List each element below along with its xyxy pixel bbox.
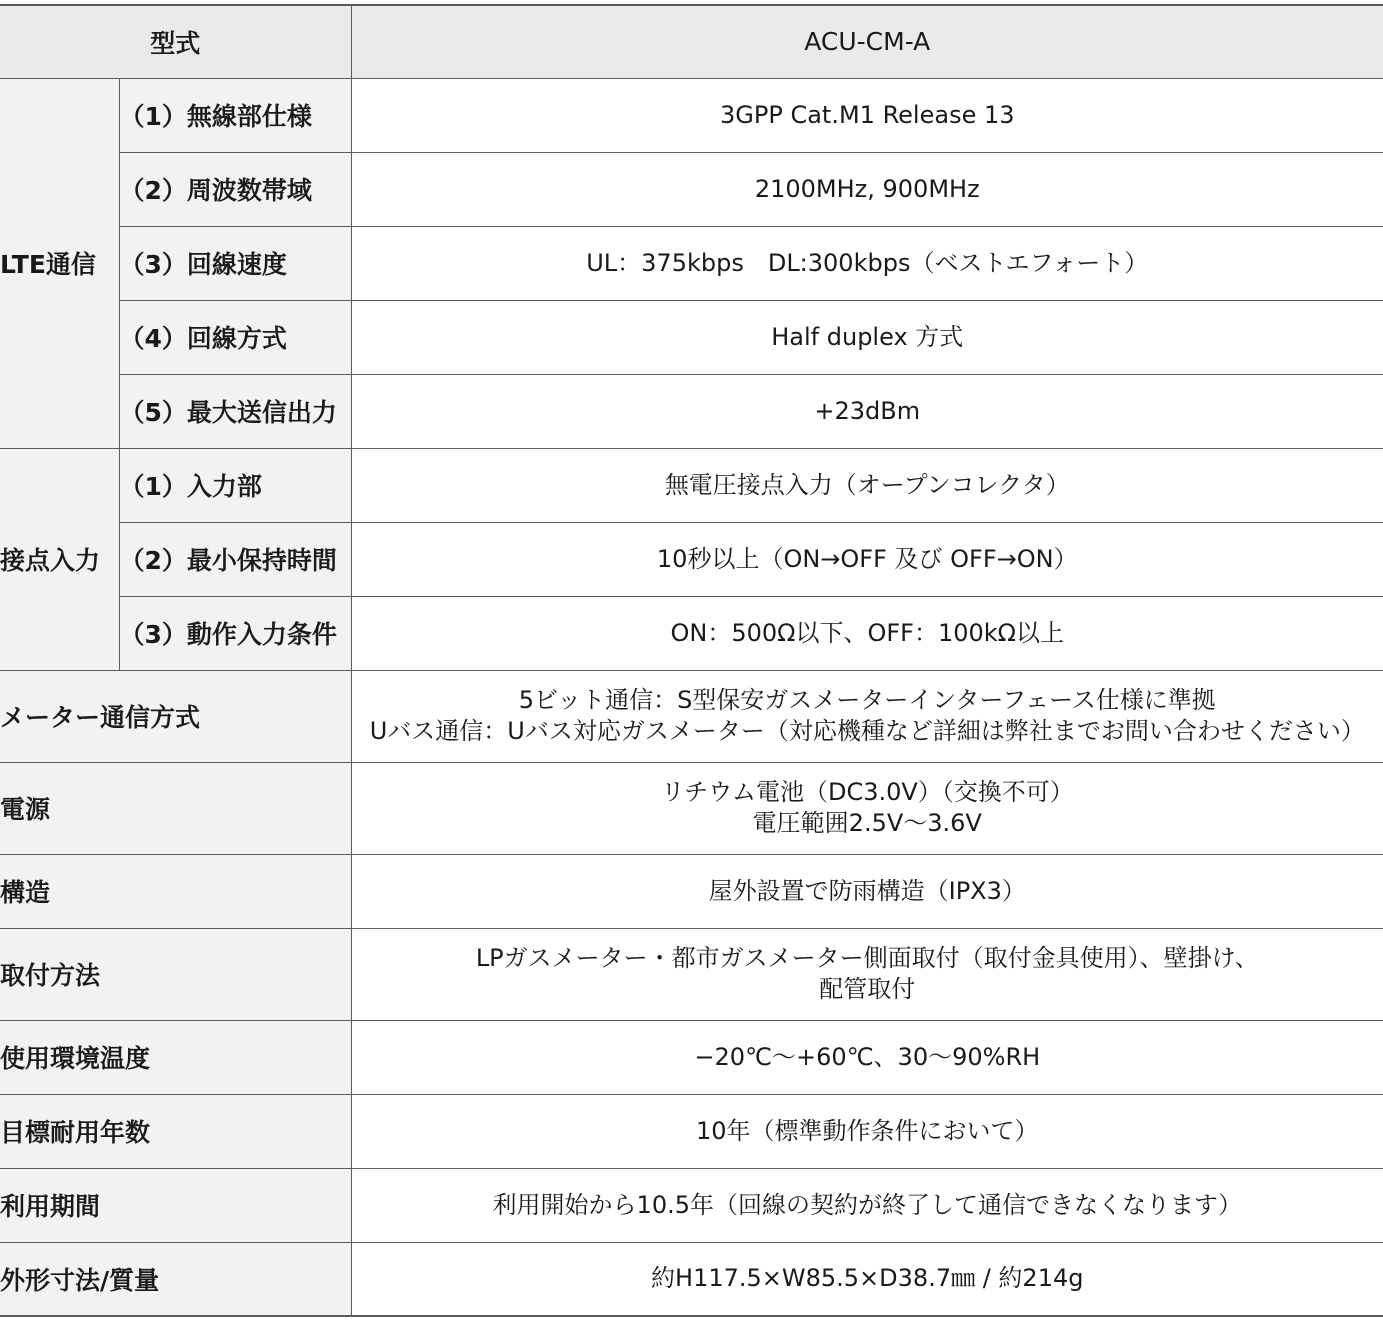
table-row xyxy=(0,854,1383,928)
table-row xyxy=(0,522,1383,596)
contact-group-label: 接点入力 xyxy=(0,448,119,670)
row-value xyxy=(351,762,1383,854)
row-value: 無電圧接点入力（オープンコレクタ） xyxy=(351,448,1383,522)
row-value: 10秒以上（ON→OFF 及び OFF→ON） xyxy=(351,522,1383,596)
row-value: Half duplex 方式 xyxy=(351,300,1383,374)
row-value xyxy=(351,854,1383,928)
table-row xyxy=(0,1020,1383,1094)
value-line: リチウム電池（DC3.0V）（交換不可） xyxy=(660,778,1074,806)
spec-table xyxy=(0,4,1383,1317)
row-label: 取付方法 xyxy=(0,928,351,1020)
value-line: 10年（標準動作条件において） xyxy=(695,1116,1039,1145)
table-row xyxy=(0,928,1383,1020)
row-value xyxy=(351,1242,1383,1316)
row-value xyxy=(351,928,1383,1020)
table-row xyxy=(0,226,1383,300)
value-line: 屋外設置で防雨構造（IPX3） xyxy=(708,876,1026,905)
lte-group-label: LTE通信 xyxy=(0,78,119,448)
table-row xyxy=(0,1168,1383,1242)
row-label: 使用環境温度 xyxy=(0,1020,351,1094)
table-row xyxy=(0,670,1383,762)
table-row xyxy=(0,596,1383,670)
value-line: 配管取付 xyxy=(819,975,916,1003)
row-label: メーター通信方式 xyxy=(0,670,351,762)
row-label: 外形寸法/質量 xyxy=(0,1242,351,1316)
row-label: （2）周波数帯域 xyxy=(119,152,351,226)
row-value: 3GPP Cat.M1 Release 13 xyxy=(351,78,1383,152)
value-line: −20℃～+60℃、30～90%RH xyxy=(694,1042,1041,1071)
row-value: UL：375kbps DL:300kbps（ベストエフォート） xyxy=(351,226,1383,300)
value-line: Uバス通信：Uバス対応ガスメーター（対応機種など詳細は弊社までお問い合わせください） xyxy=(369,717,1365,745)
table-row xyxy=(0,152,1383,226)
header-row xyxy=(0,5,1383,78)
row-value xyxy=(351,670,1383,762)
row-label: （3）動作入力条件 xyxy=(119,596,351,670)
row-value: +23dBm xyxy=(351,374,1383,448)
value-line: 約H117.5×W85.5×D38.7㎜ / 約214g xyxy=(651,1264,1084,1293)
row-label: （2）最小保持時間 xyxy=(119,522,351,596)
row-value: ON：500Ω以下、OFF：100kΩ以上 xyxy=(351,596,1383,670)
table-row xyxy=(0,448,1383,522)
row-label: （5）最大送信出力 xyxy=(119,374,351,448)
table-row xyxy=(0,1094,1383,1168)
model-label: 型式 xyxy=(0,5,351,78)
row-label: （3）回線速度 xyxy=(119,226,351,300)
model-value: ACU-CM-A xyxy=(351,5,1383,78)
table-row xyxy=(0,300,1383,374)
row-label: （1）無線部仕様 xyxy=(119,78,351,152)
row-label: 電源 xyxy=(0,762,351,854)
table-row xyxy=(0,1242,1383,1316)
row-label: （4）回線方式 xyxy=(119,300,351,374)
value-line: 電圧範囲2.5V～3.6V xyxy=(752,809,982,837)
row-label: 目標耐用年数 xyxy=(0,1094,351,1168)
row-label: 構造 xyxy=(0,854,351,928)
value-line: LPガスメーター・都市ガスメーター側面取付（取付金具使用）、壁掛け、 xyxy=(475,944,1259,972)
table-row xyxy=(0,374,1383,448)
table-row xyxy=(0,762,1383,854)
row-value: 2100MHz, 900MHz xyxy=(351,152,1383,226)
row-label: （1）入力部 xyxy=(119,448,351,522)
row-label: 利用期間 xyxy=(0,1168,351,1242)
row-value xyxy=(351,1168,1383,1242)
row-value xyxy=(351,1020,1383,1094)
table-row xyxy=(0,78,1383,152)
row-value xyxy=(351,1094,1383,1168)
value-line: 5ビット通信：S型保安ガスメーターインターフェース仕様に準拠 xyxy=(518,686,1216,714)
value-line: 利用開始から10.5年（回線の契約が終了して通信できなくなります） xyxy=(492,1190,1242,1219)
